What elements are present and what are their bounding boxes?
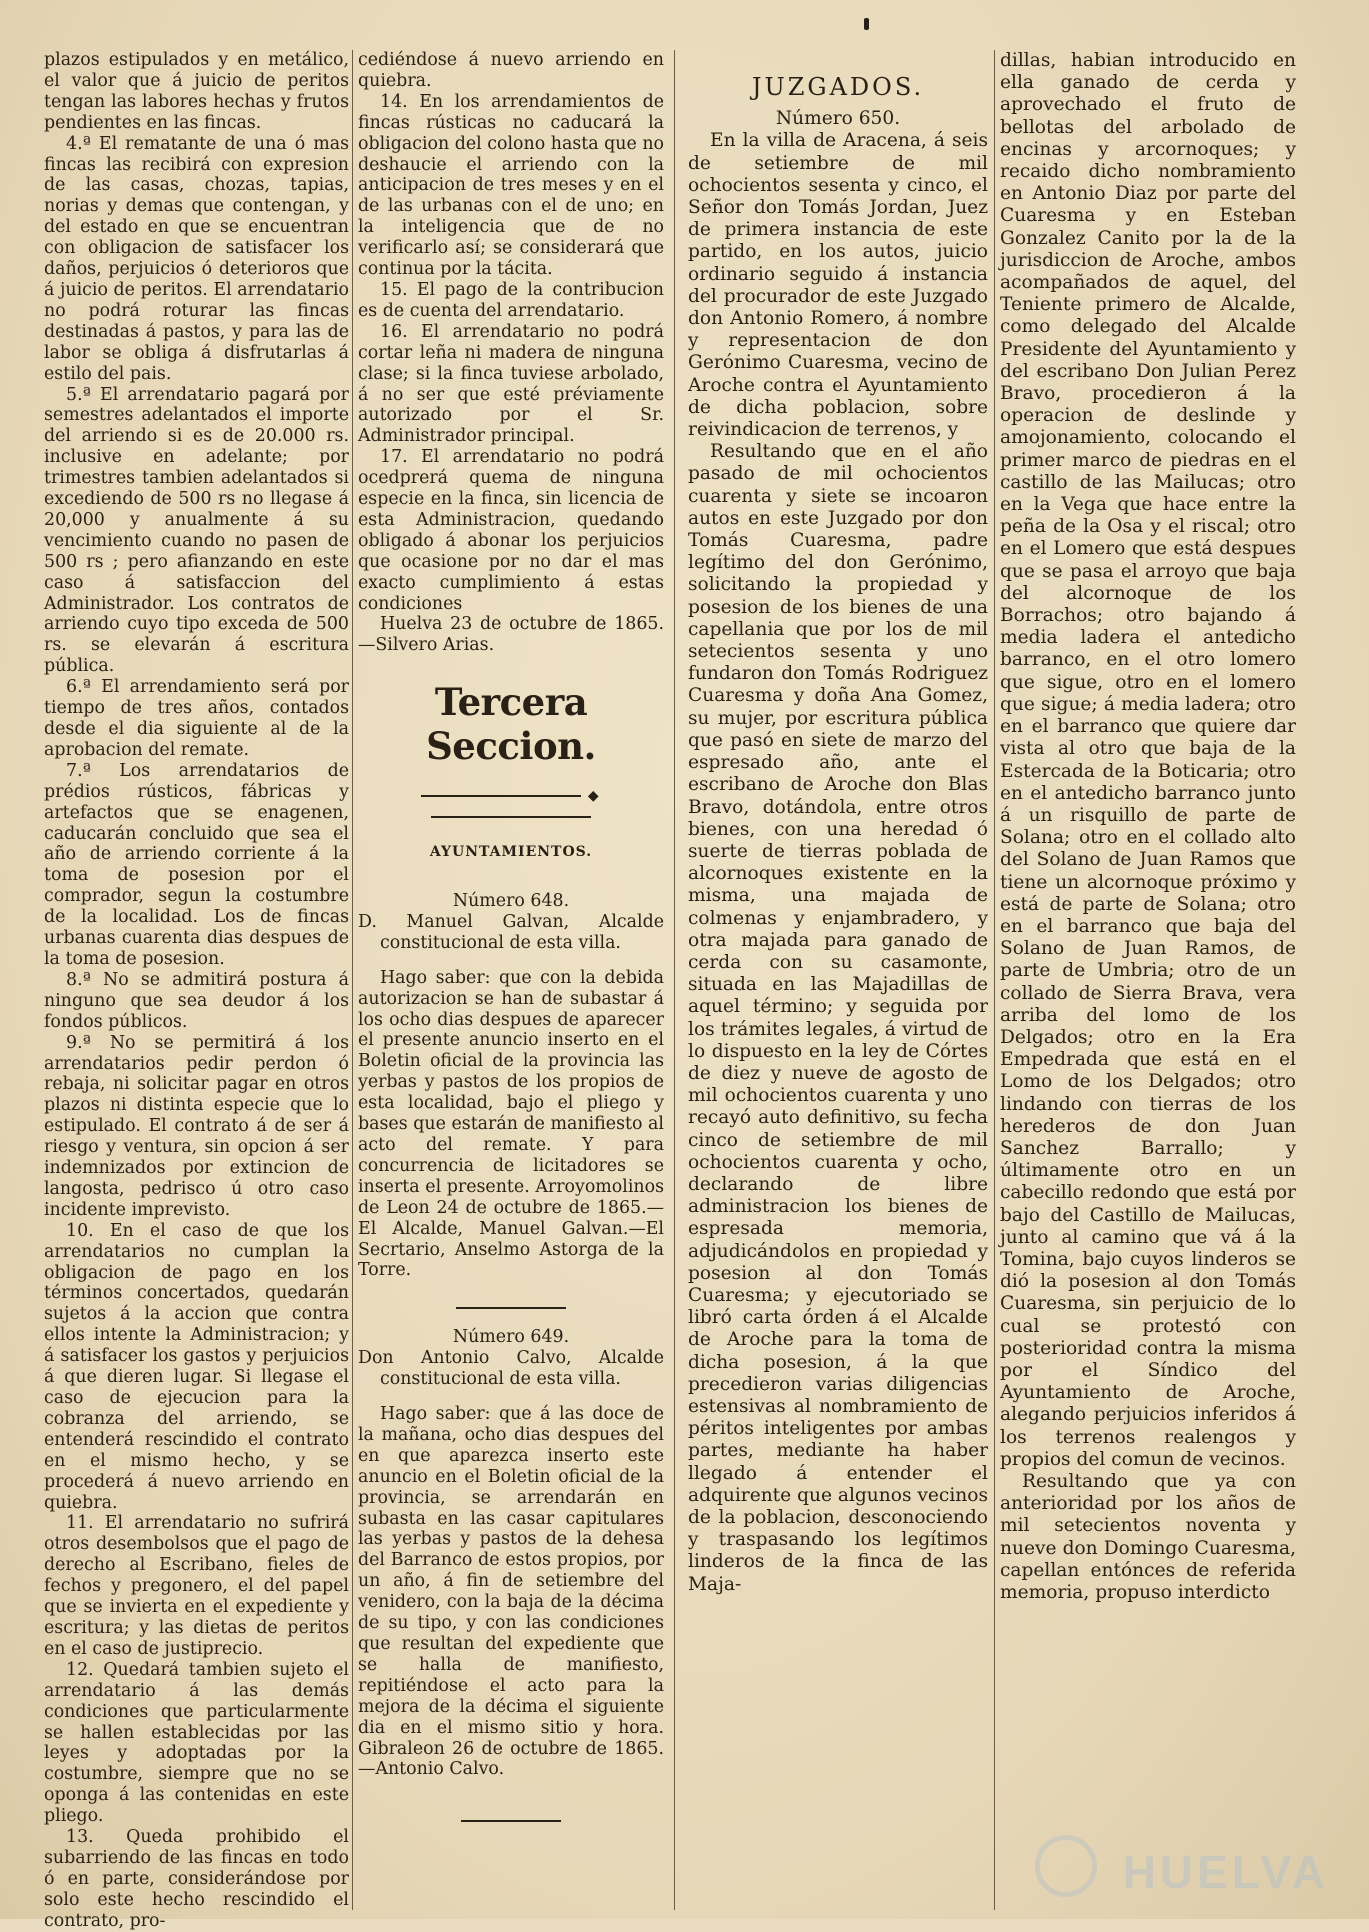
paragraph: 11. El arrendatario no sufrirá otros desembolsos que el pago de derecho al Escribano, fieles de fechos y pregonero, el del papel que se invierta en el expediente y escritura; y las dietas de peritos en el caso de justiprecio. bbox=[44, 1513, 349, 1659]
paragraph: 6.ª El arrendamiento será por tiempo de tres años, contados desde el dia siguiente al de la aprobacion del remate. bbox=[44, 677, 349, 760]
paragraph: 10. En el caso de que los arrendatarios no cumplan la obligacion de pago en los términos concertados, quedarán sujetos á la accion que contra ellos intente la Administracion; y á satisfacer los gastos y perjuicios á que dieren lugar. Si llegase el caso de ejecucion para la cobranza del arriendo, se entenderá rescindido el contrato en el mismo hecho, y se procederá á nuevo arriendo en quiebra. bbox=[44, 1220, 349, 1513]
paragraph: dillas, habian introducido en ella ganado de cerda y aprovechado el fruto de bellotas del arbolado de encinas y arcornoques; y recaido dicho nombramiento en Antonio Diaz por parte del Cuaresma y en Esteban Gonzalez Canito por la de la jurisdiccion de Aroche, ambos acompañados de aquel, del Teniente primero de Alcalde, como delegado del Alcalde Presidente del Ayuntamiento y del escribano Don Julian Perez Bravo, procedieron á la operacion de deslinde y amojonamiento, colocando el primer marco de piedras en el castillo de las Mailucas; otro en la Vega que hace entre la peña de la Osa y el riscal; otro en el Lomero que está despues que se pasa el arroyo que baja del alcornoque de los Borrachos; otro bajando á media ladera el antedicho barranco, en el otro lomero que sigue, otro en el lomero que sigue; á media ladera; otro en el barranco que quiere dar vista al otro que baja de la Estercada de la Boticaria; otro en el antedicho barranco junto á un risquillo de parte de Solana; otro en el collado alto del Solano de Juan Ramos que tiene un alcornoque próximo y está de parte de Solana; otro en el barranco que baja del Solano de Juan Ramos, de parte de Umbria; otro de un collado de Sierra Brava, vera arriba del lomo de los Delgados; otro en la Era Empedrada que está en el Lomo de los Delgados; otro lindando con tierras de los herederos de don Juan Sanchez Barrallo; y últimamente otro en un cabecillo redondo que está por bajo del Castillo de Mailucas, junto al camino que vá á la Tomina, bajo cuyos linderos se dió la posesion al don Tomás Cuaresma, sin perjuicio de lo cual se protestó con posterioridad contra la misma por el Síndico del Ayuntamiento de Aroche, alegando perjuicios inferidos á los terrenos realengos y propios del comun de vecinos. bbox=[1000, 50, 1296, 1470]
archive-watermark: HUELVA bbox=[1122, 1846, 1329, 1898]
column-4 bbox=[1000, 50, 1296, 1604]
paragraph: cediéndose á nuevo arriendo en quiebra. bbox=[358, 50, 664, 91]
paragraph: 8.ª No se admitirá postura á ninguno que sea deudor á los fondos públicos. bbox=[44, 969, 349, 1032]
paragraph: 4.ª El rematante de una ó mas fincas las recibirá con expresion de las casas, chozas, tapias, norias y demas que contengan, y del estado en que se encuentran con obligacion de satisfacer los daños, perjuicios ó deterioros que á juicio de peritos. El arrendatario no podrá roturar las fincas destinadas á pastos, y para las de labor se obliga á disfrutarlas á estilo del pais. bbox=[44, 133, 349, 384]
section-title: Tercera Seccion. bbox=[426, 680, 596, 769]
paragraph: plazos estipulados y en metálico, el valor que á juicio de peritos tengan las labores hechas y frutos pendientes en las fincas. bbox=[44, 50, 349, 133]
notice-heading: D. Manuel Galvan, Alcalde constitucional de esta villa. bbox=[358, 911, 664, 953]
paragraph: Resultando que en el año pasado de mil ochocientos cuarenta y siete se incoaron autos en este Juzgado por don Tomás Cuaresma, padre legítimo del don Gerónimo, solicitando la propiedad y posesion de los bienes de una capellania que por los de mil setecientos sesenta y uno fundaron don Tomás Rodriguez Cuaresma y doña Ana Gomez, su mujer, por escritura pública que pasó en siete de marzo del espresado año, ante el escribano de Aroche don Blas Bravo, dotándola, entre otros bienes, con una heredad ó suerte de tierras poblada de alcornoques existente en la misma, una majada de colmenas y enjambradero, y otra majada para ganado de cerda con su casamonte, situada en las Majadillas de aquel término; y seguida por los trámites legales, á virtud de lo dispuesto en la ley de Córtes de diez y nueve de agosto de mil ochocientos cuarenta y uno recayó auto definitivo, su fecha cinco de setiembre de mil ochocientos cuarenta y ocho, declarando de libre administracion los bienes de espresada memoria, adjudicándolos en propiedad y posesion al don Tomás Cuaresma; y ejecutoriado se libró carta órden á el Alcalde de Aroche para la toma de dicha posesion, á la que precedieron varias diligencias estensivas al nombramiento de péritos inteligentes por ambas partes, mediante ha haber llegado á entender el adquirente que algunos vecinos de la poblacion, desconociendo y traspasando los legítimos linderos de la finca de las Maja- bbox=[688, 441, 988, 1595]
archive-logo-icon bbox=[1035, 1835, 1097, 1897]
paragraph: 17. El arrendatario no podrá ocedprerá quema de ninguna especie en la finca, sin licencia de esta Administracion, quedando obligado á abonar los perjuicios que ocasione por no dar el mas exacto cumplimiento á estas condiciones bbox=[358, 447, 664, 614]
signature-line: Huelva 23 de octubre de 1865. —Silvero Arias. bbox=[358, 614, 664, 656]
column-1 bbox=[44, 50, 349, 1932]
column-3 bbox=[688, 50, 988, 1596]
notice-number: Número 649. bbox=[452, 1327, 570, 1348]
paragraph: 12. Quedará tambien sujeto el arrendatario á las demás condiciones que particularmente se hallen establecidas por las leyes y adoptadas por la costumbre, siempre que no se oponga á las contenidas en este pliego. bbox=[44, 1659, 349, 1827]
divider bbox=[456, 1307, 566, 1309]
notice-number: Número 648. bbox=[452, 891, 570, 911]
paragraph: 15. El pago de la contribucion es de cuenta del arrendatario. bbox=[358, 279, 664, 321]
paragraph: En la villa de Aracena, á seis de setiembre de mil ochocientos sesenta y cinco, el Señor don Tomás Jordan, Juez de primera instancia de este partido, en los autos, juicio ordinario seguido á instancia del procurador de este Juzgado don Antonio Romero, á nombre y representacion de don Gerónimo Cuaresma, vecino de Aroche contra el Ayuntamiento de dicha poblacion, sobre reivindicacion de terrenos, y bbox=[688, 130, 988, 441]
paragraph: 7.ª Los arrendatarios de prédios rústicos, fábricas y artefactos que se enagenen, caducarán concluido que sea el año de arriendo corriente á la toma de posesion por el comprador, segun la costumbre de la localidad. Los de fincas urbanas cuarenta dias despues de la toma de posesion. bbox=[44, 760, 349, 969]
notice-body: Hago saber: que á las doce de la mañana, ocho dias despues del en que aparezca inserto este anuncio en el Boletin oficial de la provincia, se arrendarán en subasta en las casar capitulares las yerbas y pastos de la dehesa del Barranco de estos propios, por un año, á fin de setiembre del venidero, con la baja de la décima de su tipo, y con las condiciones que resultan del expediente que se halla de manifiesto, repitiéndose el acto para la mejora de la décima el siguiente dia en el mismo sitio y hora. Gibraleon 26 de octubre de 1865.—Antonio Calvo. bbox=[358, 1404, 664, 1780]
paragraph: 16. El arrendatario no podrá cortar leña ni madera de ninguna clase; si la finca tuviese arbolado, á no ser que esté préviamente autorizado por el Sr. Administrador principal. bbox=[358, 321, 664, 447]
paragraph: Resultando que ya con anterioridad por los años de mil setecientos noventa y nueve don Domingo Cuaresma, capellan entónces de referida memoria, propuso interdicto bbox=[1000, 1471, 1296, 1604]
paragraph: 13. Queda prohibido el subarriendo de las fincas en todo ó en parte, considerándose por solo este hecho rescindido el contrato, pro- bbox=[44, 1827, 349, 1931]
paragraph: 9.ª No se permitirá á los arrendatarios pedir perdon ó rebaja, ni solicitar pagar en otros plazos ni distinta especie que lo estipulado. El contrato á de ser á riesgo y ventura, sin opcion á ser indemnizados por extincion de langosta, pedrisco ú otro caso incidente imprevisto. bbox=[44, 1032, 349, 1220]
paragraph: 14. En los arrendamientos de fincas rústicas no caducará la obligacion del colono hasta que no deshaucie el arriendo con la anticipacion de tres meses y en el de las urbanas con el de uno; en la inteligencia que de no verificarlo así; se considerará que continua por la tácita. bbox=[358, 91, 664, 280]
section-heading-juzgados: JUZGADOS. bbox=[751, 73, 925, 101]
divider bbox=[461, 1820, 561, 1822]
section-subheader: AYUNTAMIENTOS. bbox=[429, 844, 593, 861]
ink-mark bbox=[864, 18, 869, 30]
ornament-divider: ◆ bbox=[358, 786, 664, 828]
paragraph: 5.ª El arrendatario pagará por semestres adelantados el importe del arriendo si es de 20.000 rs. inclusive en adelante; por trimestres tambien adelantados si excediendo de 500 rs no llegase á 20,000 y anualmente á su vencimiento cuando no pasen de 500 rs ; pero afianzando en este caso á satisfaccion del Administrador. Los contratos de arriendo cuyo tipo exceda de 500 rs. se elevarán á escritura pública. bbox=[44, 384, 349, 677]
column-rule bbox=[352, 50, 353, 1910]
column-rule bbox=[674, 50, 675, 1910]
notice-number: Número 650. bbox=[775, 108, 901, 130]
column-2 bbox=[358, 50, 664, 1822]
column-rule bbox=[994, 50, 995, 1910]
notice-heading: Don Antonio Calvo, Alcalde constitucional de esta villa. bbox=[358, 1348, 664, 1390]
notice-body: Hago saber: que con la debida autorizacion se han de subastar á los ocho dias despues de aparecer el presente anuncio inserto en el Boletin oficial de la provincia las yerbas y pastos de los propios de esta localidad, bajo el pliego y bases que estarán de manifiesto al acto del remate. Y para concurrencia de licitadores se inserta el presente. Arroyomolinos de Leon 24 de octubre de 1865.—El Alcalde, Manuel Galvan.—El Secrtario, Anselmo Astorga de la Torre. bbox=[358, 967, 664, 1281]
